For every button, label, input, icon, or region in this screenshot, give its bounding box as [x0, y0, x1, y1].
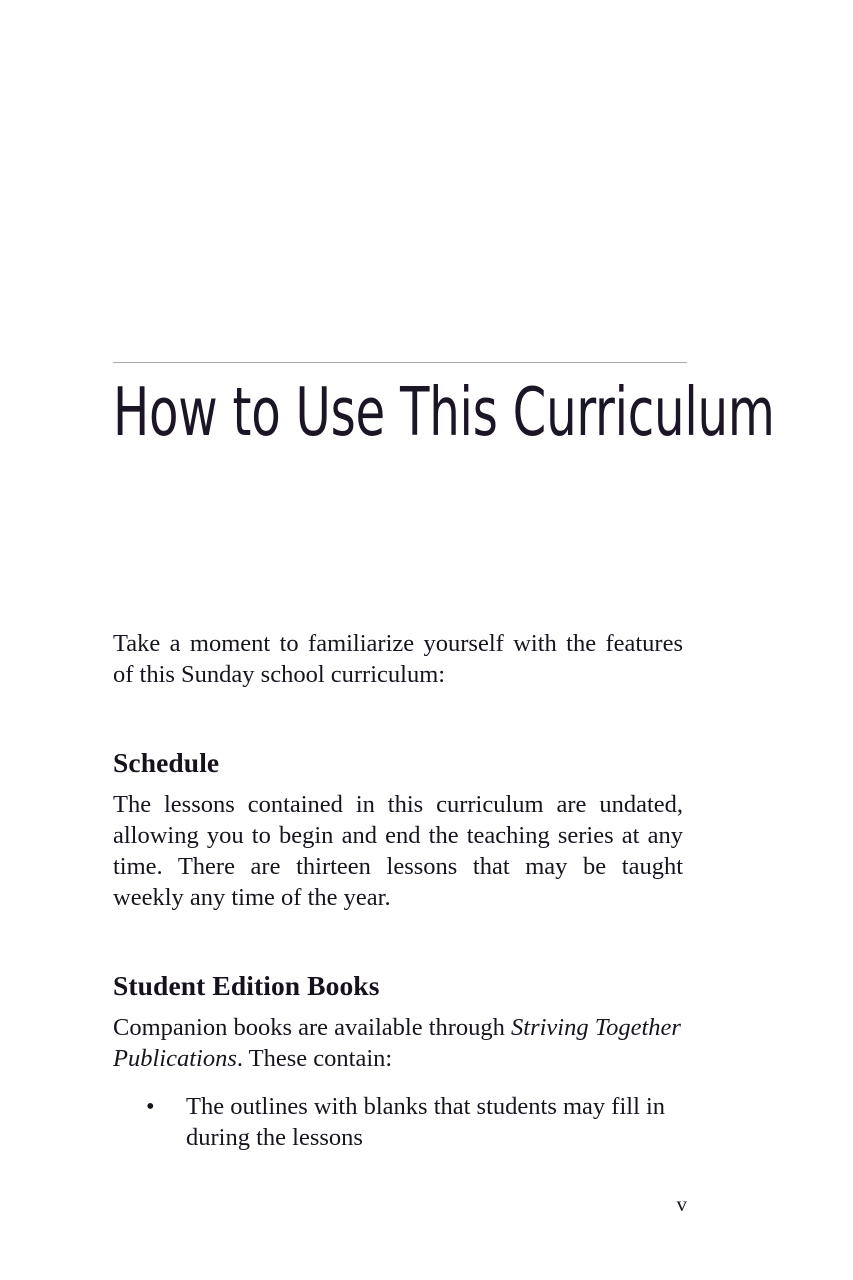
- intro-paragraph: Take a moment to familiarize yourself with the features of this Sunday school curriculum:: [113, 630, 683, 688]
- section-heading-student-edition-books: Student Edition Books: [113, 970, 380, 1001]
- section-heading-schedule: Schedule: [113, 747, 220, 778]
- feature-bullet-list: [113, 1091, 683, 1153]
- spacer-between-sections: [113, 913, 683, 969]
- spacer-after-heading-schedule: [113, 780, 683, 789]
- page-number-folio: v: [676, 1192, 687, 1216]
- paragraph-tail-text: . These contain:: [236, 1045, 393, 1072]
- publisher-name-italic: Striving Together Publications: [113, 1014, 681, 1072]
- spacer-before-list: [113, 1074, 683, 1091]
- page-title: How to Use This Curriculum: [113, 373, 775, 451]
- list-item: [113, 1091, 683, 1153]
- body-content: [113, 628, 683, 1153]
- spacer-after-heading-student-edition-books: [113, 1003, 683, 1012]
- list-item-label: The outlines with blanks that students may fill in during the lessons: [186, 1093, 666, 1151]
- chapter-rule-divider: [113, 362, 687, 363]
- section-paragraph-student-edition-books: [113, 1012, 683, 1074]
- bullet-point-icon: •: [146, 1093, 155, 1120]
- spacer-after-intro: [113, 690, 683, 746]
- paragraph-lead-text: Companion books are available through: [113, 1014, 512, 1041]
- section-paragraph-schedule: The lessons contained in this curriculum are undated, allowing you to begin and end the teaching series at any time. There are thirteen lessons that may be taught weekly any time of the year.: [113, 791, 683, 911]
